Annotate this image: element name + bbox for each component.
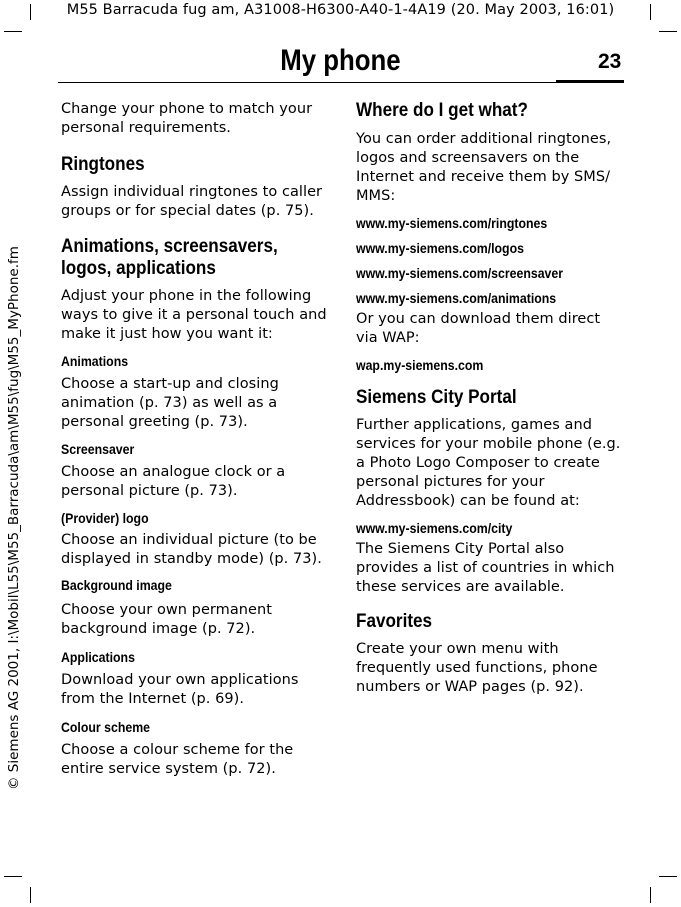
city-portal-text: Further applications, games and services for your mobile phone (e.g. a Photo Logo Composer to create personal pictures for your Addressbook) can be found at: [356, 417, 621, 509]
item-label: Colour scheme [61, 719, 151, 735]
logos-url[interactable]: www.my-siemens.com/logos [356, 240, 524, 256]
animations-heading: Animations, screensavers, logos, applications [61, 236, 278, 279]
animations-url[interactable]: www.my-siemens.com/animations [356, 290, 557, 306]
crop-mark [659, 31, 677, 32]
title-rule [58, 82, 556, 83]
item-label: Screensaver [61, 441, 135, 457]
item-text: Choose your own permanent background image (p. 72). [61, 602, 272, 637]
crop-mark [4, 876, 22, 877]
page-number: 23 [598, 50, 622, 73]
crop-mark [650, 887, 651, 903]
page-number-rule [556, 80, 624, 83]
item-label: Animations [61, 353, 129, 369]
crop-mark [659, 876, 677, 877]
city-portal-heading: Siemens City Portal [356, 387, 517, 408]
item-label: (Provider) logo [61, 510, 149, 526]
city-portal-text-2: The Siemens City Portal also provides a list of countries in which these services are available. [356, 541, 615, 595]
crop-mark [4, 31, 22, 32]
ringtones-text: Assign individual ringtones to caller groups or for special dates (p. 75). [61, 184, 323, 219]
where-text: You can order additional ringtones, logos and screensavers on the Internet and receive them by SMS/ MMS: [356, 131, 612, 204]
item-text: Choose a start-up and closing animation (p. 73) as well as a personal greeting (p. 73). [61, 376, 279, 430]
item-text: Choose a colour scheme for the entire service system (p. 72). [61, 742, 294, 777]
favorites-text: Create your own menu with frequently used functions, phone numbers or WAP pages (p. 92). [356, 641, 598, 695]
item-text: Choose an individual picture (to be displayed in standby mode) (p. 73). [61, 532, 322, 567]
right-column [356, 100, 626, 697]
intro-paragraph: Change your phone to match your personal requirements. [61, 101, 313, 136]
item-text: Choose an analogue clock or a personal picture (p. 73). [61, 464, 286, 499]
item-label: Background image [61, 577, 172, 593]
where-heading: Where do I get what? [356, 100, 528, 121]
item-text: Download your own applications from the Internet (p. 69). [61, 672, 299, 707]
screensaver-url[interactable]: www.my-siemens.com/screensaver [356, 265, 564, 281]
city-portal-url[interactable]: www.my-siemens.com/city [356, 520, 513, 536]
crop-mark [30, 887, 31, 903]
ringtones-heading: Ringtones [61, 154, 145, 175]
document-info-header: M55 Barracuda fug am, A31008-H6300-A40-1-4A19 (20. May 2003, 16:01) [66, 2, 615, 18]
favorites-heading: Favorites [356, 611, 433, 632]
left-column [61, 100, 329, 779]
ringtones-url[interactable]: www.my-siemens.com/ringtones [356, 215, 548, 231]
wap-url[interactable]: wap.my-siemens.com [356, 357, 484, 373]
animations-text: Adjust your phone in the following ways to give it a personal touch and make it just how you want it: [61, 288, 327, 342]
copyright-side-text: © Siemens AG 2001, I:\Mobil\L55\M55_Barracuda\am\M55\fug\M55_MyPhone.fm [6, 246, 22, 790]
page-title: My phone [280, 44, 401, 77]
item-label: Applications [61, 649, 135, 665]
wap-text: Or you can download them direct via WAP: [356, 311, 601, 346]
